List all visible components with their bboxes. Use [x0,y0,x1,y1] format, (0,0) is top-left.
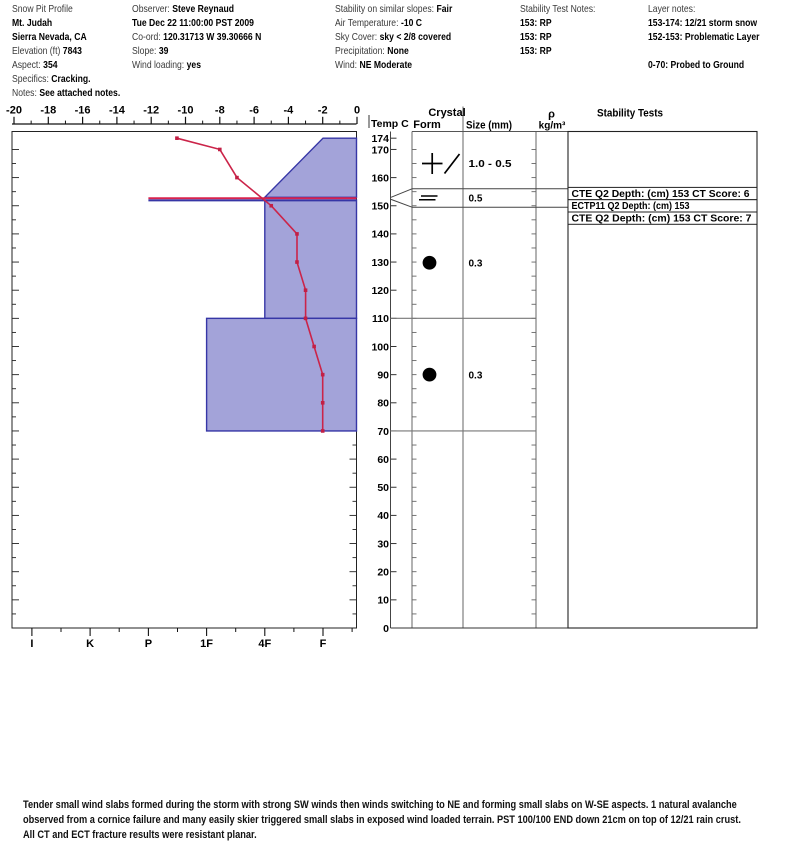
field-value: None [387,45,409,57]
svg-text:140: 140 [371,228,389,241]
note-line: All CT and ECT fracture results were resistant planar. [23,829,257,841]
svg-text:70: 70 [377,425,389,438]
svg-text:-2: -2 [317,104,328,117]
field-label: Notes: [12,87,37,99]
field-label: Sky Cover: [335,31,378,43]
svg-text:10: 10 [377,594,389,607]
svg-text:Size (mm): Size (mm) [466,119,513,132]
field-value: Fair [436,3,453,15]
column-headers [413,107,663,132]
round-grain-icon [423,256,437,270]
field-label: Co-ord: [132,31,161,43]
svg-text:160: 160 [371,172,389,185]
field-label: Observer: [132,3,170,15]
svg-text:1F: 1F [200,638,214,650]
field-value: 39 [158,45,169,57]
svg-text:150: 150 [371,200,389,213]
svg-text:40: 40 [377,510,389,523]
hardness-bars [207,138,357,431]
svg-text:0.3: 0.3 [468,370,483,382]
svg-text:120: 120 [371,285,389,297]
svg-text:100: 100 [371,341,389,354]
svg-text:-14: -14 [108,104,125,117]
hardness-axis [30,628,352,650]
field-value: Cracking. [51,73,91,85]
field-value: 0-70: Probed to Ground [648,59,745,71]
field-value: Sierra Nevada, CA [12,31,87,43]
svg-text:Form: Form [413,119,441,131]
field-value: 153: RP [520,31,552,43]
note-line: Tender small wind slabs formed during the storm with strong SW winds then winds switching to NE and forming small slabs on W-SE aspects. 1 natural avalanche [23,799,737,811]
svg-text:130: 130 [371,256,389,269]
field-label: Precipitation: [335,45,385,57]
field-value: -10 C [400,17,423,29]
field-value: 152-153: Problematic Layer [648,31,760,43]
field-value: See attached notes. [39,87,121,99]
field-value: 120.31713 W 39.30666 N [163,31,262,43]
svg-text:0.3: 0.3 [468,258,483,270]
field-value: 7843 [62,45,82,57]
field-label: Wind loading: [132,59,185,71]
svg-text:CTE Q2 Depth: (cm) 153 CT Scor: CTE Q2 Depth: (cm) 153 CT Score: 6 [571,188,751,200]
field-label: Aspect: [12,59,41,71]
svg-text:P: P [144,638,153,650]
svg-text:Temp C: Temp C [371,118,409,130]
svg-text:30: 30 [377,538,389,551]
svg-text:1.0 - 0.5: 1.0 - 0.5 [468,159,512,171]
svg-text:-10: -10 [177,104,194,117]
svg-text:4F: 4F [258,638,272,650]
svg-text:-18: -18 [40,104,57,117]
field-value: 153: RP [520,45,552,57]
field-value: yes [186,59,202,71]
svg-text:Stability Tests: Stability Tests [597,107,663,120]
svg-text:110: 110 [372,313,389,326]
field-value: sky < 2/8 covered [379,31,452,43]
field-label: Slope: [132,45,157,57]
depth-scale [371,132,396,635]
svg-text:Crystal: Crystal [428,107,466,119]
stability-tests [568,132,757,629]
svg-text:60: 60 [377,453,389,466]
field-label: Snow Pit Profile [12,3,73,15]
svg-text:ρ: ρ [548,108,555,121]
field-label: Stability Test Notes: [520,3,596,15]
field-value: 153-174: 12/21 storm snow [648,17,758,29]
svg-text:-6: -6 [249,104,259,117]
field-value: Tue Dec 22 11:00:00 PST 2009 [132,17,254,29]
field-value: Steve Reynaud [172,3,235,15]
field-value: 354 [43,59,58,71]
svg-text:0.5: 0.5 [468,193,483,205]
svg-text:F: F [319,638,327,650]
data-columns [391,107,758,629]
svg-text:0: 0 [353,104,361,117]
round-grain-icon [423,368,437,382]
svg-text:-12: -12 [143,104,160,117]
svg-text:CTE Q2 Depth: (cm) 153 CT Scor: CTE Q2 Depth: (cm) 153 CT Score: 7 [571,213,753,225]
svg-text:ECTP11 Q2 Depth: (cm) 153: ECTP11 Q2 Depth: (cm) 153 [571,201,690,213]
svg-text:K: K [86,638,95,650]
field-label: Layer notes: [648,3,696,15]
report-notes [23,798,779,843]
svg-text:90: 90 [377,369,389,382]
svg-text:-20: -20 [6,104,22,117]
svg-text:80: 80 [377,397,389,410]
flagged-thin-layer [148,198,356,200]
field-label: Stability on similar slopes: [335,3,435,15]
note-line: observed from a cornice failure and many easily skier triggered small slabs in exposed wind loaded terrain. PST 100/100 END down 21cm on top of 12/21 rain crust. [23,814,741,826]
field-label: Wind: [335,59,358,71]
svg-text:I: I [30,638,34,650]
svg-text:0: 0 [383,622,389,635]
field-label: Specifics: [12,73,49,85]
grain-forms [419,153,512,382]
field-label: Air Temperature: [335,17,399,29]
svg-text:kg/m³: kg/m³ [538,120,566,132]
svg-text:-4: -4 [283,104,294,117]
svg-text:20: 20 [377,566,389,579]
svg-text:50: 50 [377,482,389,495]
svg-text:174: 174 [371,132,389,145]
field-label: Elevation (ft) [12,45,61,57]
svg-text:-16: -16 [74,104,91,117]
svg-text:-8: -8 [214,104,225,117]
temperature-axis [6,105,409,131]
field-value: Mt. Judah [12,17,53,29]
field-value: 153: RP [520,17,552,29]
svg-text:170: 170 [371,144,389,157]
field-value: NE Moderate [359,59,413,71]
